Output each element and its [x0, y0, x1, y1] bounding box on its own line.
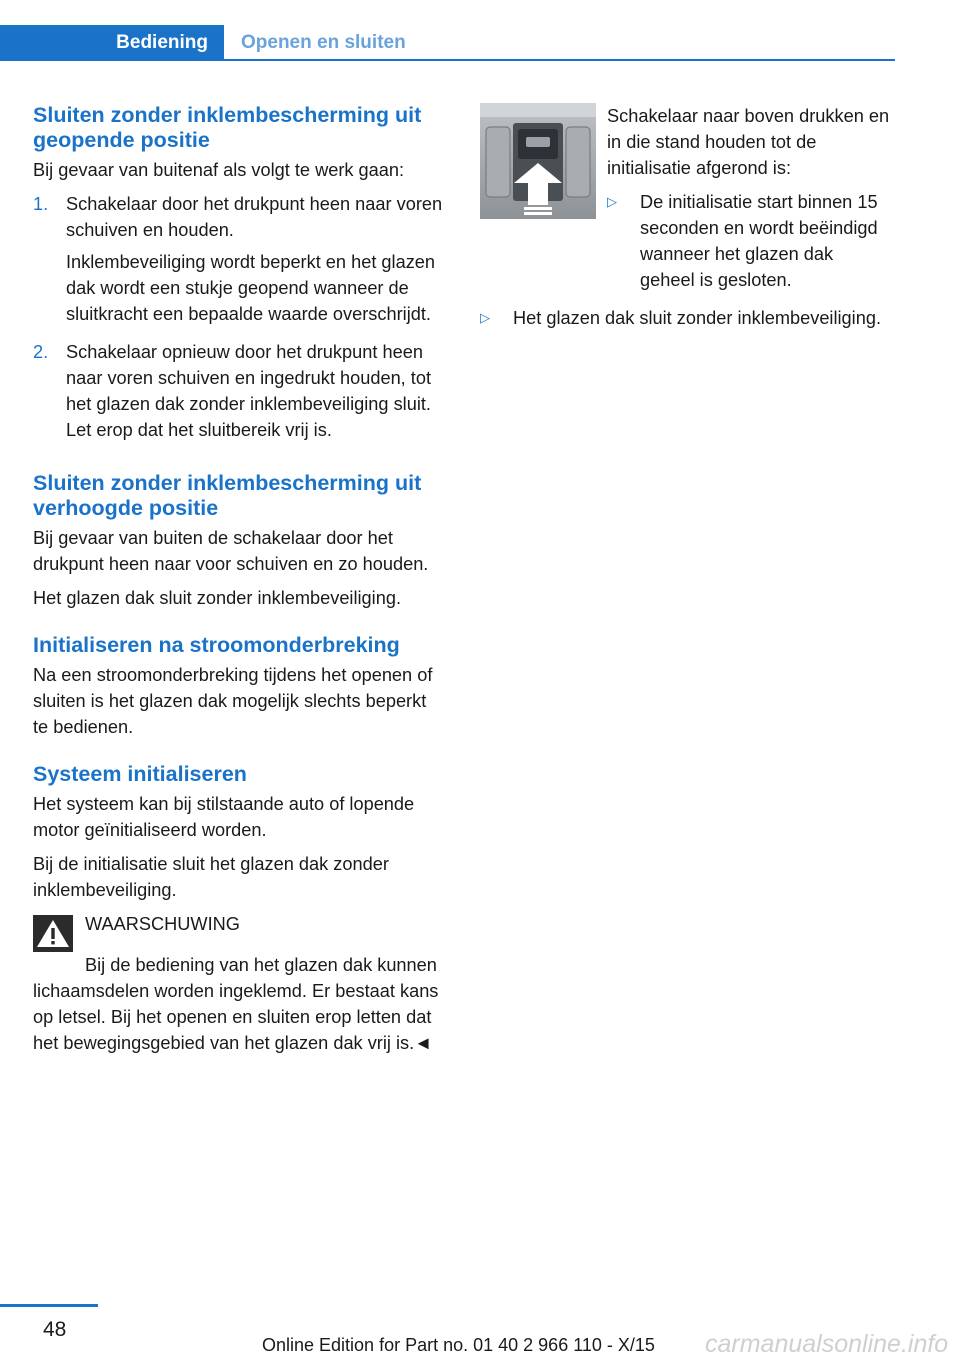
list-item [607, 189, 890, 293]
footer-rule [0, 1304, 98, 1307]
page-number: 48 [43, 1318, 67, 1341]
list-item [480, 305, 890, 331]
list-text: Schakelaar door het drukpunt heen naar voren schuiven en houden. [66, 194, 443, 240]
section-title: Initialiseren na stroomonderbreking [33, 633, 400, 657]
section-init-after-power-loss [33, 633, 443, 740]
paragraph: Het glazen dak sluit zonder inklembeveiliging. [33, 588, 401, 608]
warning-title: WAARSCHUWING [85, 914, 240, 934]
warning-text: Bij de bediening van het glazen dak kunnen lichaamsdelen worden ingeklemd. Er bestaat kans op letsel. Bij het openen en sluiten erop letten dat het bewegingsgebied van het glazen dak vrij is.◄ [33, 955, 439, 1053]
section-system-init [33, 762, 443, 1056]
list-text: De initialisatie start binnen 15 seconden en wordt beëindigd wanneer het glazen dak geheel is gesloten. [640, 192, 878, 290]
list-text: Schakelaar opnieuw door het drukpunt heen naar voren schuiven en ingedrukt houden, tot het glazen dak zonder inklembeveiliging sluit. Let erop dat het sluitbereik vrij is. [66, 342, 432, 440]
warning-box [33, 911, 443, 952]
triangle-right-icon: ▷ [607, 194, 617, 209]
list-subtext: Inklembeveiliging wordt beperkt en het glazen dak wordt een stukje geopend wanneer de sluitkracht een bepaalde waarde overschrijdt. [66, 252, 436, 324]
warning-triangle-icon [33, 915, 73, 952]
watermark: carmanualsonline.info [705, 1330, 949, 1358]
footer-edition: Online Edition for Part no. 01 40 2 966 110 - X/15 [262, 1335, 655, 1355]
list-item [33, 191, 443, 333]
right-column [480, 103, 890, 339]
page-header [0, 25, 895, 61]
list-number: 1. [33, 194, 49, 214]
section-title: Sluiten zonder inklembescherming uit verhoogde positie [33, 471, 422, 520]
list-text: Het glazen dak sluit zonder inklembeveiliging. [513, 308, 881, 328]
section-closing-from-raised [33, 471, 443, 611]
paragraph: Bij de initialisatie sluit het glazen dak zonder inklembeveiliging. [33, 854, 389, 900]
paragraph: Schakelaar naar boven drukken en in die stand houden tot de initialisatie afgerond is: [607, 106, 890, 178]
triangle-right-icon: ▷ [480, 310, 490, 325]
tab-bediening[interactable]: Bediening [0, 25, 224, 61]
list-number: 2. [33, 342, 49, 362]
paragraph: Na een stroomonderbreking tijdens het openen of sluiten is het glazen dak mogelijk slechts beperkt te bedienen. [33, 665, 433, 737]
paragraph: Bij gevaar van buiten de schakelaar door het drukpunt heen naar voor schuiven en zo houden. [33, 528, 429, 574]
section-intro: Bij gevaar van buitenaf als volgt te werk gaan: [33, 160, 405, 180]
list-item [33, 339, 443, 449]
section-closing-from-open [33, 103, 443, 449]
section-title: Systeem initialiseren [33, 762, 247, 786]
paragraph: Het systeem kan bij stilstaande auto of lopende motor geïnitialiseerd worden. [33, 794, 415, 840]
section-title: Sluiten zonder inklembescherming uit geopende positie [33, 103, 422, 152]
left-column [33, 103, 443, 1078]
switch-photo [480, 103, 596, 219]
header-rule [0, 59, 895, 61]
tab-openen-en-sluiten[interactable]: Openen en sluiten [241, 32, 406, 53]
